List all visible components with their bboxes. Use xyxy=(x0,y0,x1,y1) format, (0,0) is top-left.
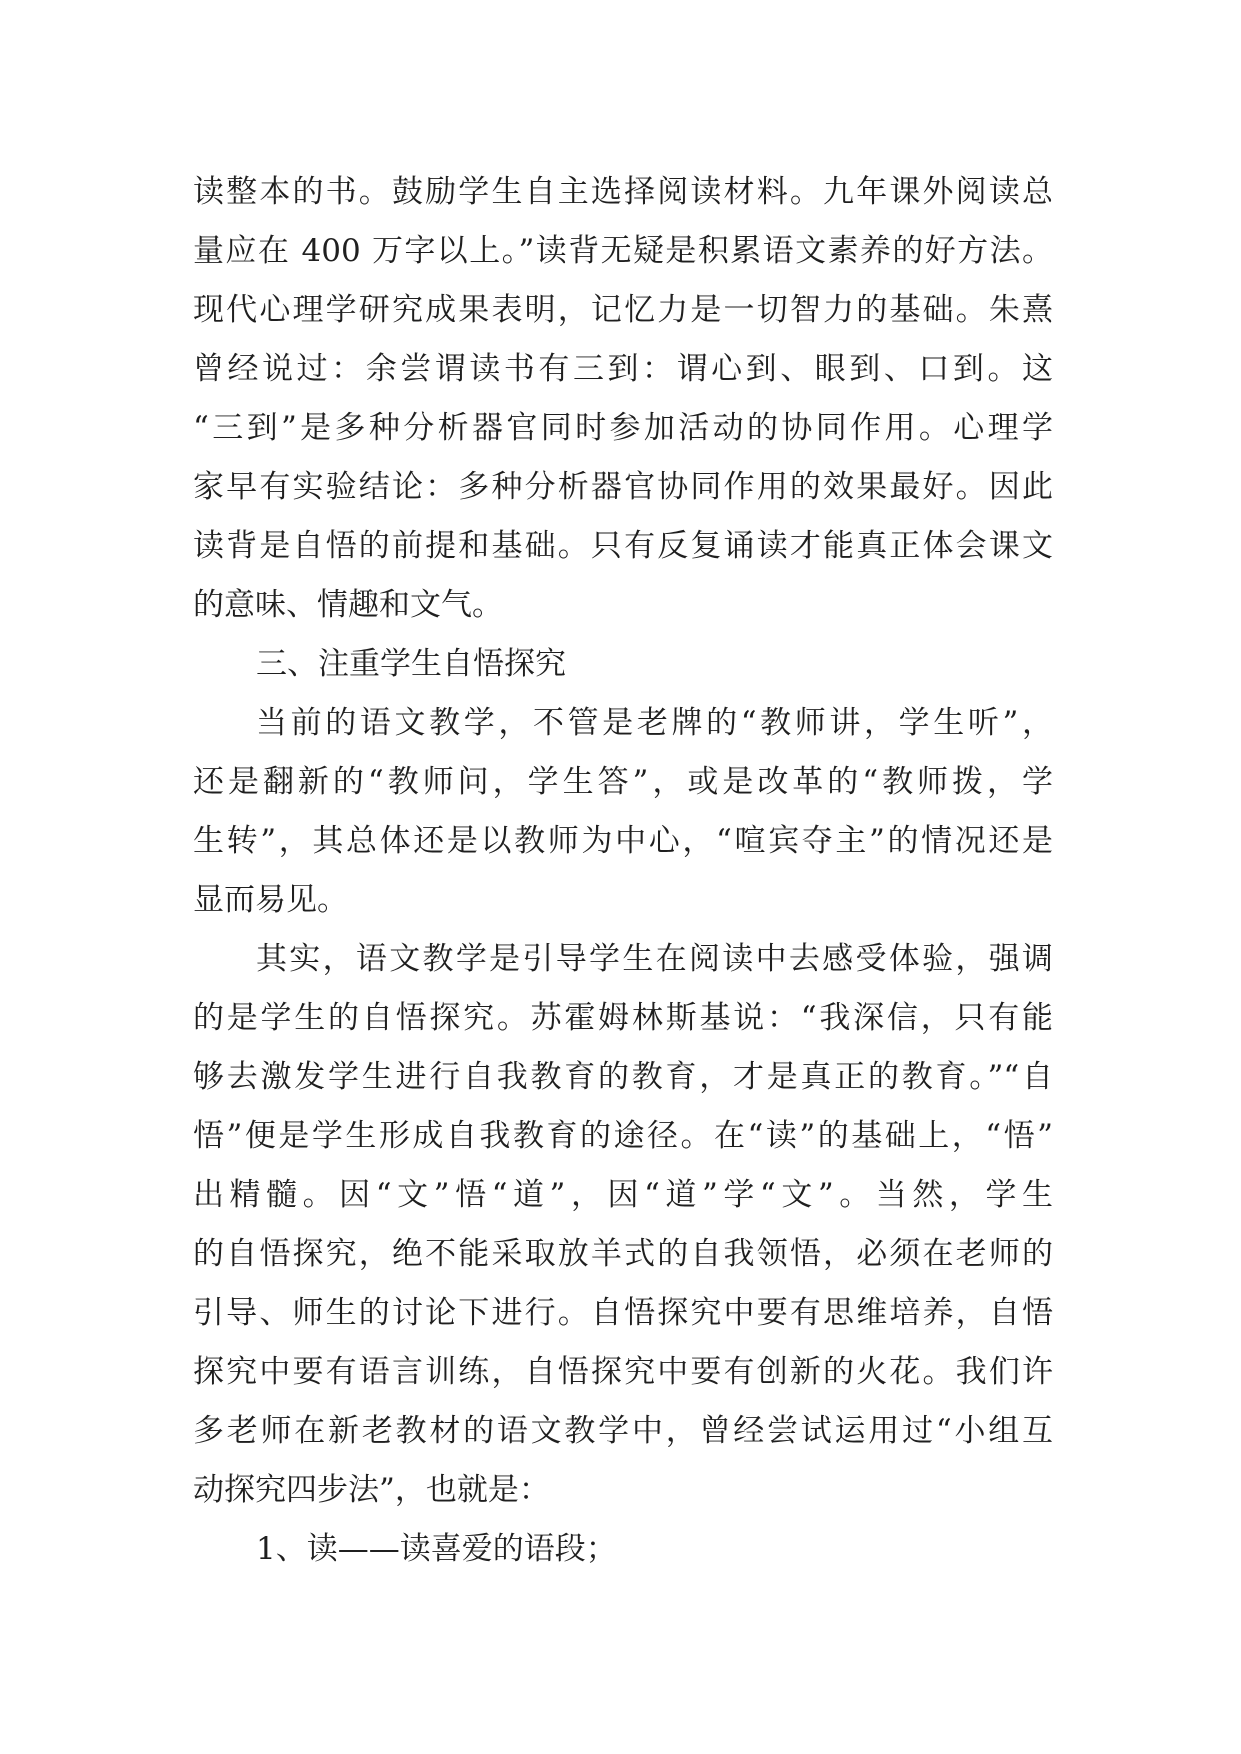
text-line: 量应在 400 万字以上。”读背无疑是积累语文素养的好方法。 xyxy=(193,233,1053,269)
text-line: 还是翻新的“教师问，学生答”，或是改革的“教师拨，学 xyxy=(193,764,1053,800)
text-line: 多老师在新老教材的语文教学中，曾经尝试运用过“小组互 xyxy=(193,1413,1053,1449)
text-line: 探究中要有语言训练，自悟探究中要有创新的火花。我们许 xyxy=(193,1354,1053,1390)
text-line: 动探究四步法”，也就是： xyxy=(193,1472,550,1508)
text-line: 的是学生的自悟探究。苏霍姆林斯基说：“我深信，只有能 xyxy=(193,1000,1053,1036)
section-heading: 三、注重学生自悟探究 xyxy=(256,646,566,682)
text-line: 当前的语文教学，不管是老牌的“教师讲，学生听”， xyxy=(256,705,1053,741)
list-item: 1、读——读喜爱的语段； xyxy=(256,1531,617,1567)
text-line: 显而易见。 xyxy=(193,882,348,918)
text-line: 的意味、情趣和文气。 xyxy=(193,587,503,623)
text-line: 出精髓。因“文”悟“道”，因“道”学“文”。当然，学生 xyxy=(193,1177,1053,1213)
text-line: 读整本的书。鼓励学生自主选择阅读材料。九年课外阅读总 xyxy=(193,174,1053,210)
text-line: 家早有实验结论：多种分析器官协同作用的效果最好。因此 xyxy=(193,469,1053,505)
paragraph-3 xyxy=(193,930,1053,1520)
document-body xyxy=(193,163,1053,1579)
text-line: 其实，语文教学是引导学生在阅读中去感受体验，强调 xyxy=(256,941,1053,977)
text-line: 现代心理学研究成果表明，记忆力是一切智力的基础。朱熹 xyxy=(193,292,1053,328)
text-line: 生转”，其总体还是以教师为中心，“喧宾夺主”的情况还是 xyxy=(193,823,1053,859)
text-line: 悟”便是学生形成自我教育的途径。在“读”的基础上，“悟” xyxy=(193,1118,1053,1154)
text-line: 的自悟探究，绝不能采取放羊式的自我领悟，必须在老师的 xyxy=(193,1236,1053,1272)
text-line: 曾经说过：余尝谓读书有三到：谓心到、眼到、口到。这 xyxy=(193,351,1053,387)
paragraph-1 xyxy=(193,163,1053,635)
text-line: 引导、师生的讨论下进行。自悟探究中要有思维培养，自悟 xyxy=(193,1295,1053,1331)
paragraph-2 xyxy=(193,694,1053,930)
text-line: 读背是自悟的前提和基础。只有反复诵读才能真正体会课文 xyxy=(193,528,1053,564)
text-line: 够去激发学生进行自我教育的教育，才是真正的教育。”“自 xyxy=(193,1059,1053,1095)
text-line: “三到”是多种分析器官同时参加活动的协同作用。心理学 xyxy=(193,410,1053,446)
